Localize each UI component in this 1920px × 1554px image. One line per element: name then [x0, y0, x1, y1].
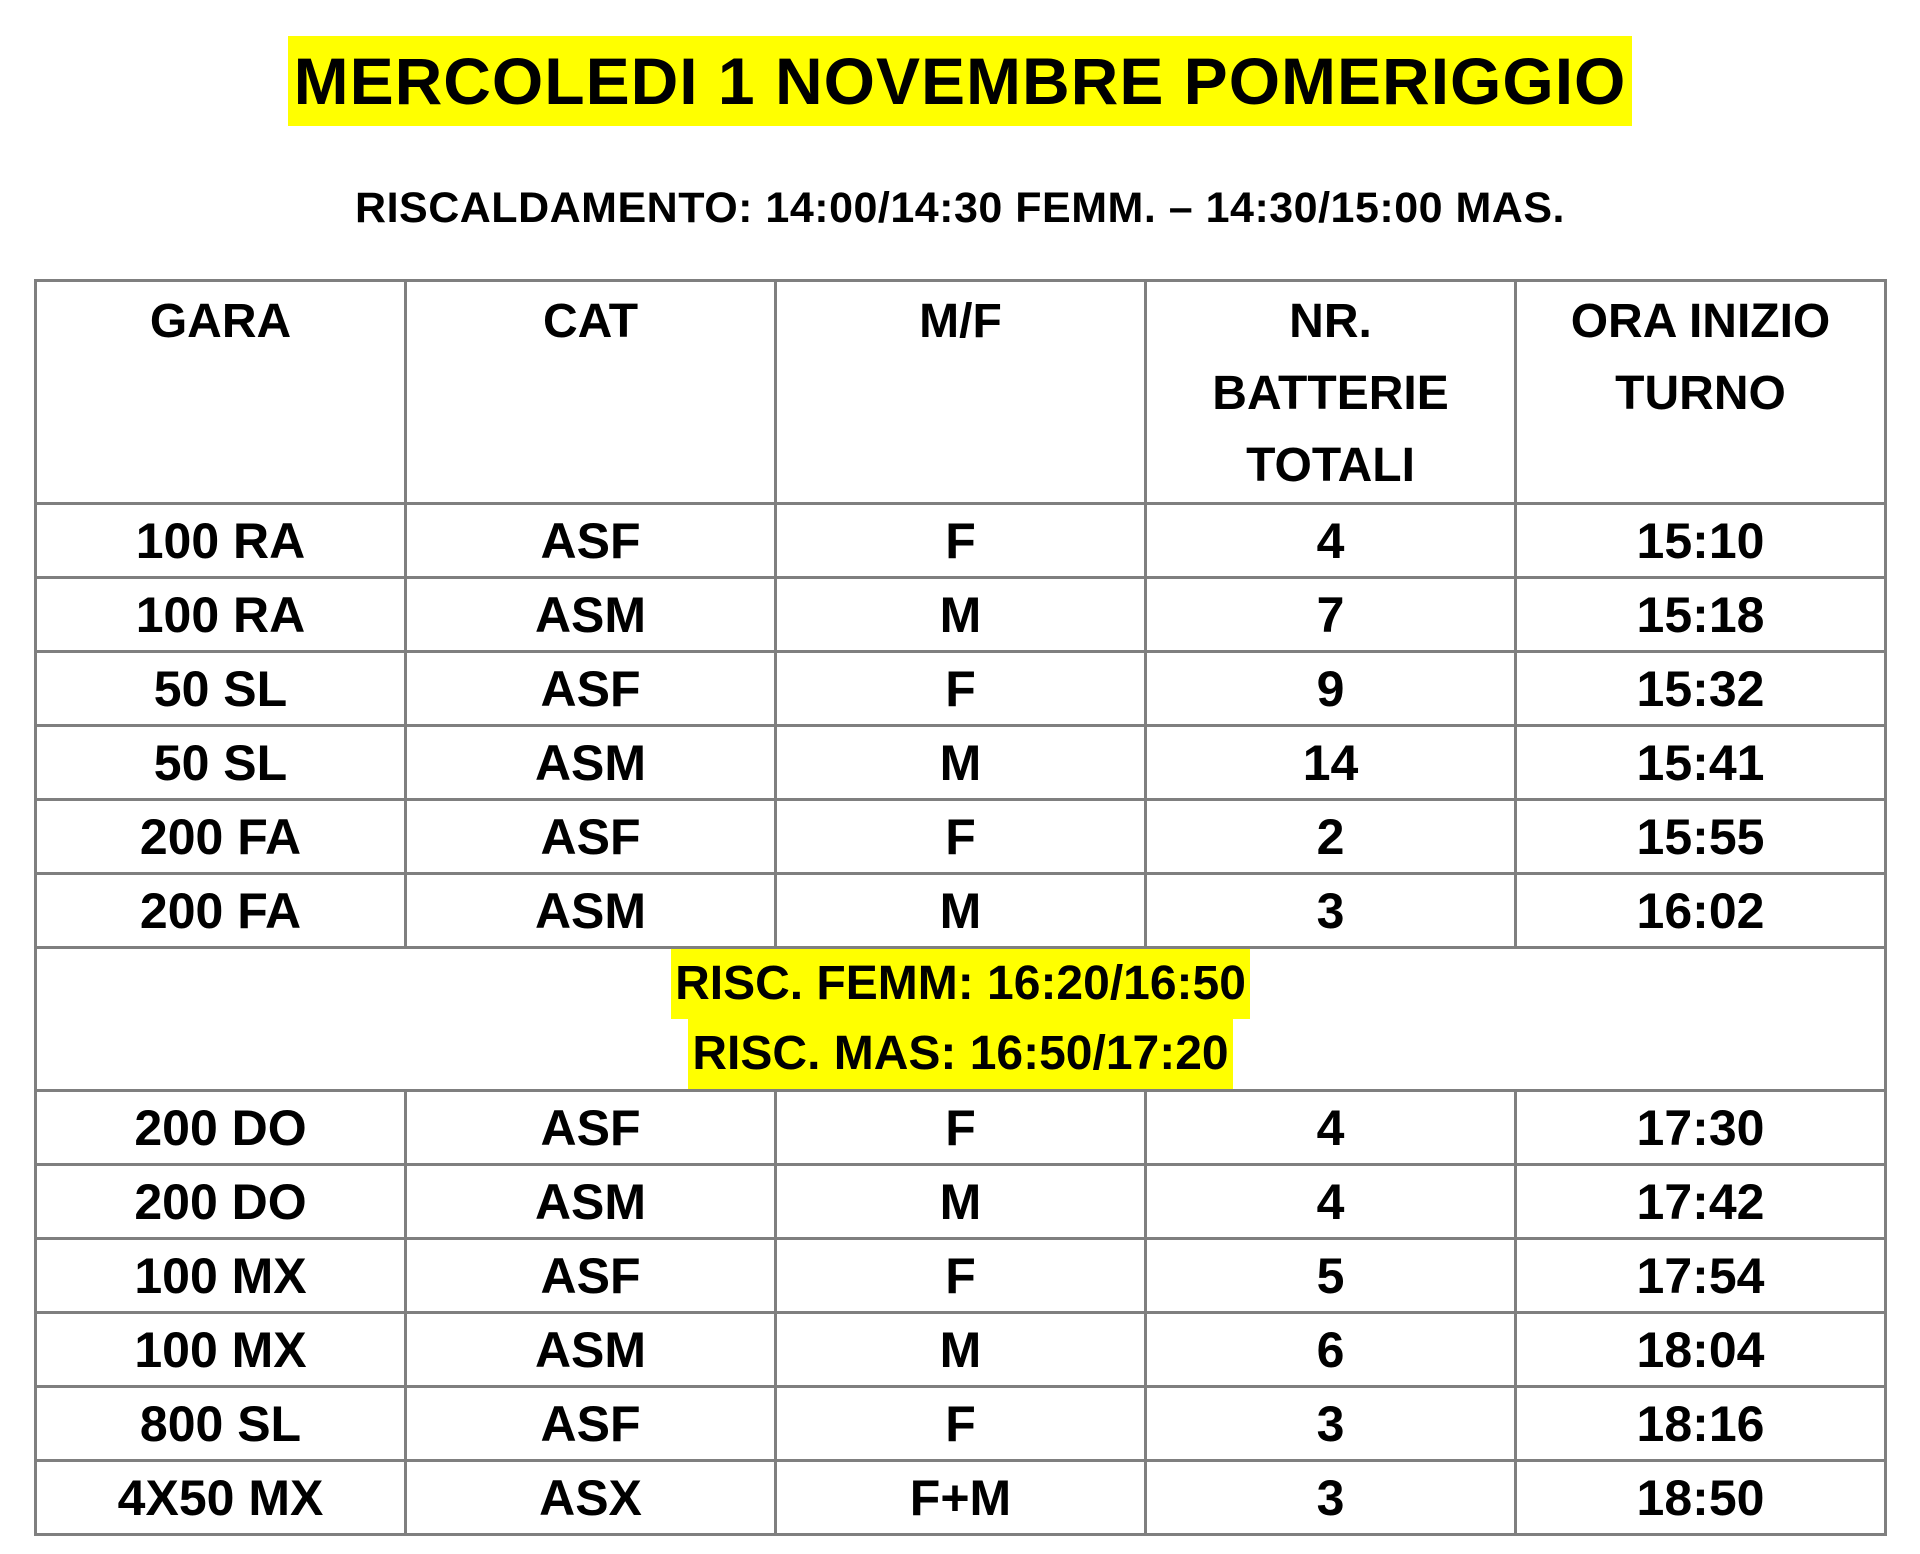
schedule-table — [34, 279, 1887, 1536]
cell-mf: F — [776, 800, 1146, 874]
cell-mf: M — [776, 874, 1146, 948]
cell-batterie: 3 — [1146, 1461, 1516, 1535]
cell-ora: 15:41 — [1516, 726, 1886, 800]
table-row — [36, 1387, 1886, 1461]
table-row — [36, 800, 1886, 874]
warmup-break-cell — [36, 948, 1886, 1091]
cell-ora: 17:30 — [1516, 1091, 1886, 1165]
cell-cat: ASF — [406, 504, 776, 578]
cell-gara: 100 MX — [36, 1239, 406, 1313]
cell-mf: F — [776, 652, 1146, 726]
cell-gara: 50 SL — [36, 652, 406, 726]
table-body — [36, 504, 1886, 1535]
cell-cat: ASF — [406, 652, 776, 726]
cell-mf: F — [776, 1387, 1146, 1461]
table-row — [36, 652, 1886, 726]
cell-ora: 15:18 — [1516, 578, 1886, 652]
cell-ora: 17:42 — [1516, 1165, 1886, 1239]
header-gara: GARA — [36, 281, 406, 504]
cell-ora: 15:55 — [1516, 800, 1886, 874]
table-row — [36, 1165, 1886, 1239]
table-row — [36, 578, 1886, 652]
cell-batterie: 14 — [1146, 726, 1516, 800]
warmup-femm-text: RISC. FEMM: 16:20/16:50 — [671, 949, 1250, 1019]
cell-ora: 15:10 — [1516, 504, 1886, 578]
cell-mf: F — [776, 1091, 1146, 1165]
cell-cat: ASM — [406, 1165, 776, 1239]
cell-cat: ASF — [406, 1239, 776, 1313]
cell-gara: 100 RA — [36, 578, 406, 652]
cell-batterie: 2 — [1146, 800, 1516, 874]
cell-batterie: 4 — [1146, 1165, 1516, 1239]
cell-mf: F — [776, 1239, 1146, 1313]
cell-gara: 4X50 MX — [36, 1461, 406, 1535]
table-row — [36, 726, 1886, 800]
cell-gara: 50 SL — [36, 726, 406, 800]
header-batterie: NR. BATTERIE TOTALI — [1146, 281, 1516, 504]
cell-batterie: 5 — [1146, 1239, 1516, 1313]
cell-cat: ASF — [406, 1091, 776, 1165]
cell-ora: 17:54 — [1516, 1239, 1886, 1313]
table-header — [36, 281, 1886, 504]
cell-ora: 18:04 — [1516, 1313, 1886, 1387]
cell-gara: 200 FA — [36, 800, 406, 874]
cell-gara: 100 RA — [36, 504, 406, 578]
page-title: MERCOLEDI 1 NOVEMBRE POMERIGGIO — [288, 36, 1633, 126]
title-wrapper — [0, 36, 1920, 126]
warmup-break-row — [36, 948, 1886, 1091]
header-cat: CAT — [406, 281, 776, 504]
table-row — [36, 1239, 1886, 1313]
cell-mf: M — [776, 1165, 1146, 1239]
warmup-mas-text: RISC. MAS: 16:50/17:20 — [688, 1019, 1232, 1089]
cell-ora: 18:50 — [1516, 1461, 1886, 1535]
cell-mf: F+M — [776, 1461, 1146, 1535]
header-ora: ORA INIZIO TURNO — [1516, 281, 1886, 504]
cell-gara: 200 DO — [36, 1091, 406, 1165]
warmup-subtitle: RISCALDAMENTO: 14:00/14:30 FEMM. – 14:30/15:00 MAS. — [355, 184, 1565, 232]
table-row — [36, 504, 1886, 578]
cell-gara: 100 MX — [36, 1313, 406, 1387]
cell-batterie: 3 — [1146, 874, 1516, 948]
table-row — [36, 1091, 1886, 1165]
cell-gara: 200 FA — [36, 874, 406, 948]
cell-batterie: 9 — [1146, 652, 1516, 726]
cell-cat: ASM — [406, 726, 776, 800]
cell-cat: ASF — [406, 1387, 776, 1461]
table-row — [36, 1461, 1886, 1535]
cell-ora: 15:32 — [1516, 652, 1886, 726]
cell-cat: ASM — [406, 1313, 776, 1387]
cell-ora: 18:16 — [1516, 1387, 1886, 1461]
cell-mf: M — [776, 1313, 1146, 1387]
cell-batterie: 3 — [1146, 1387, 1516, 1461]
cell-cat: ASM — [406, 874, 776, 948]
cell-mf: M — [776, 726, 1146, 800]
cell-cat: ASX — [406, 1461, 776, 1535]
header-row — [36, 281, 1886, 504]
cell-batterie: 4 — [1146, 1091, 1516, 1165]
cell-ora: 16:02 — [1516, 874, 1886, 948]
cell-gara: 200 DO — [36, 1165, 406, 1239]
cell-batterie: 7 — [1146, 578, 1516, 652]
cell-cat: ASF — [406, 800, 776, 874]
table-row — [36, 1313, 1886, 1387]
cell-batterie: 6 — [1146, 1313, 1516, 1387]
header-mf: M/F — [776, 281, 1146, 504]
cell-mf: F — [776, 504, 1146, 578]
table-row — [36, 874, 1886, 948]
cell-batterie: 4 — [1146, 504, 1516, 578]
cell-mf: M — [776, 578, 1146, 652]
cell-cat: ASM — [406, 578, 776, 652]
cell-gara: 800 SL — [36, 1387, 406, 1461]
